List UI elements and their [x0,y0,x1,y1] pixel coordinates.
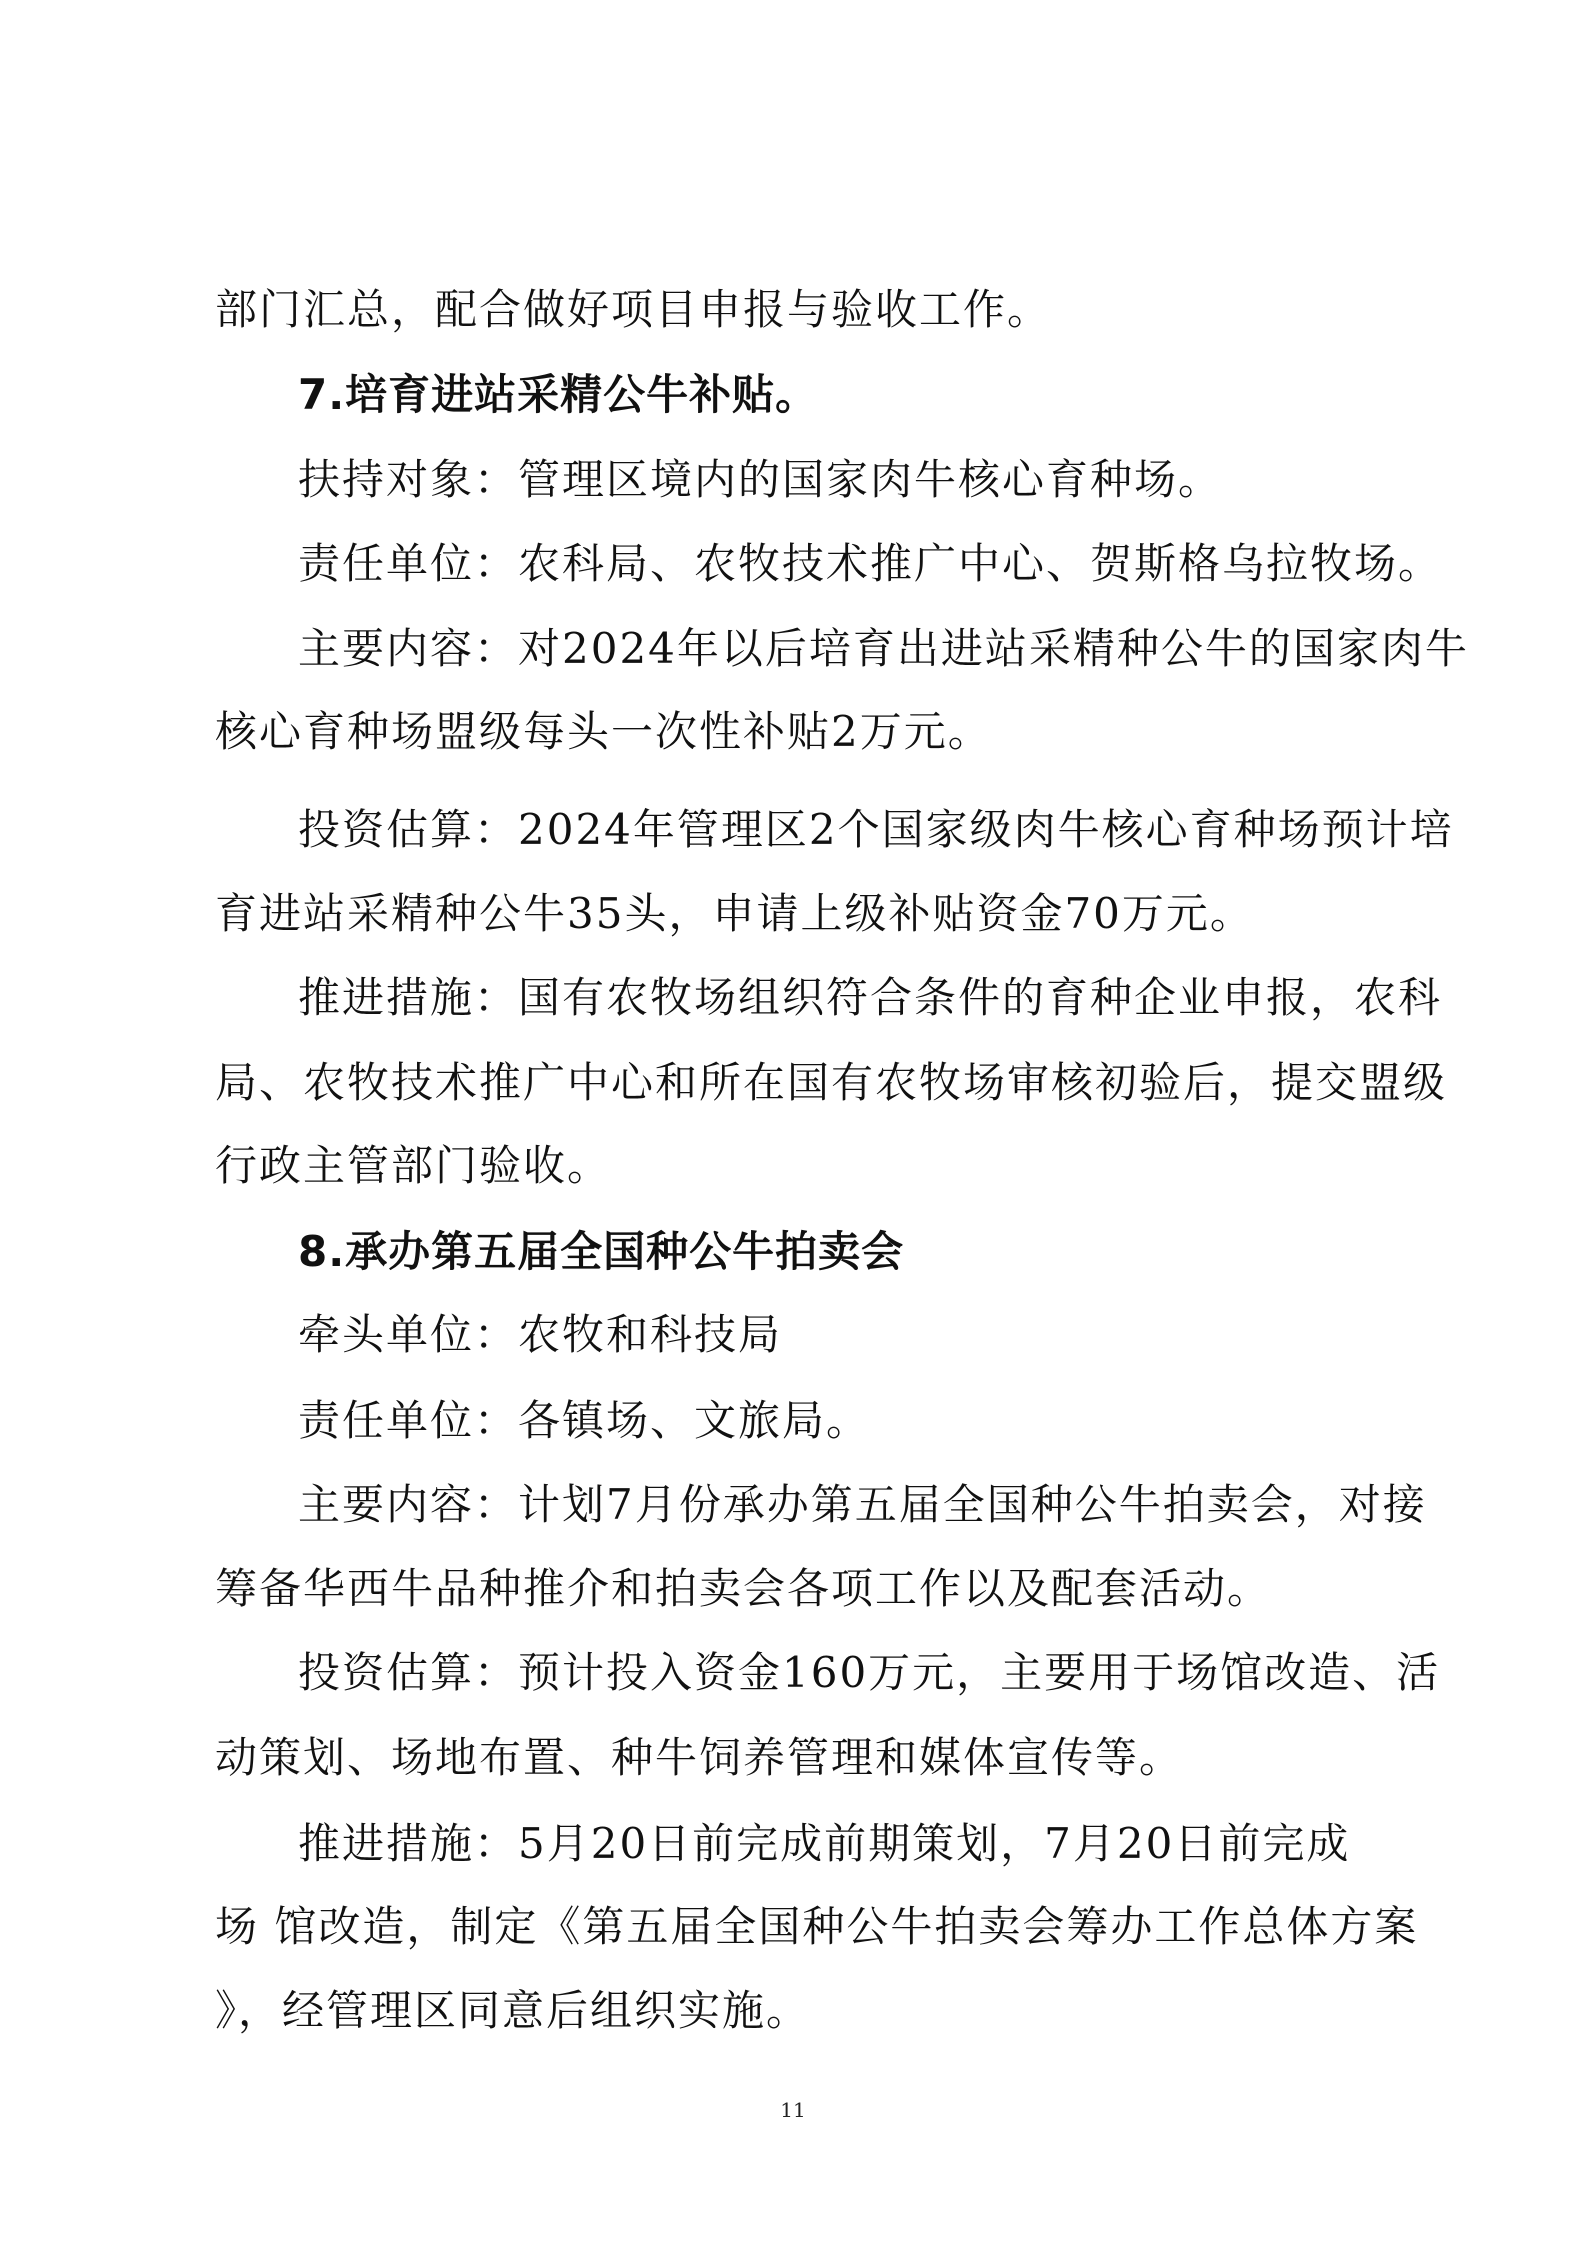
body-line-1: 部门汇总，配合做好项目申报与验收工作。 [215,285,1052,334]
body-line-15: 主要内容：计划7月份承办第五届全国种公牛拍卖会，对接 [298,1480,1427,1529]
body-line-13: 牵头单位：农牧和科技局 [298,1310,783,1359]
body-line-21: 》，经管理区同意后组织实施。 [215,1986,811,2035]
body-line-8: 育进站采精种公牛35头，申请上级补贴资金70万元。 [215,889,1254,938]
section-heading-7: 7.培育进站采精公牛补贴。 [298,370,819,419]
body-line-14: 责任单位：各镇场、文旅局。 [298,1396,871,1445]
section-heading-8: 8.承办第五届全国种公牛拍卖会 [298,1227,905,1276]
body-line-18: 动策划、场地布置、种牛饲养管理和媒体宣传等。 [215,1733,1184,1782]
body-line-10: 局、农牧技术推广中心和所在国有农牧场审核初验后，提交盟级 [215,1058,1448,1107]
page-number: 11 [780,2098,806,2122]
body-line-7: 投资估算：2024年管理区2个国家级肉牛核心育种场预计培 [298,805,1454,854]
body-line-9: 推进措施：国有农牧场组织符合条件的育种企业申报，农科 [298,973,1443,1022]
body-line-16: 筹备华西牛品种推介和拍卖会各项工作以及配套活动。 [215,1564,1272,1613]
body-line-4: 责任单位：农科局、农牧技术推广中心、贺斯格乌拉牧场。 [298,539,1443,588]
body-line-20: 场 馆改造，制定《第五届全国种公牛拍卖会筹办工作总体方案 [215,1902,1419,1951]
body-line-17: 投资估算：预计投入资金160万元，主要用于场馆改造、活 [298,1648,1441,1697]
body-line-5: 主要内容：对2024年以后培育出进站采精种公牛的国家肉牛 [298,624,1469,673]
body-line-11: 行政主管部门验收。 [215,1141,612,1190]
body-line-19: 推进措施：5月20日前完成前期策划，7月20日前完成 [298,1819,1351,1868]
body-line-6: 核心育种场盟级每头一次性补贴2万元。 [215,707,992,756]
body-line-3: 扶持对象：管理区境内的国家肉牛核心育种场。 [298,455,1223,504]
